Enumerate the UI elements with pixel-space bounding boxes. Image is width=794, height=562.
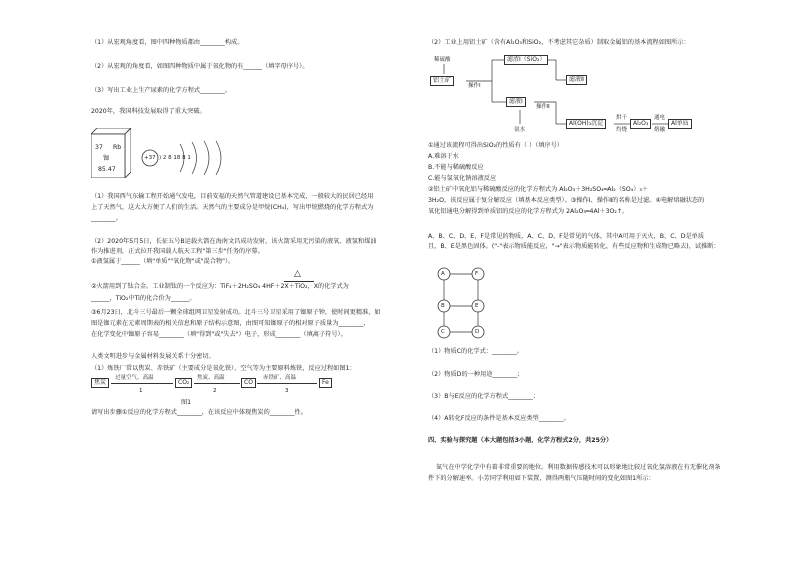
experiment-line2: 件下的分解速率。小芳同学利用如下装置，测得两瓶气压随时间的变化如图1所示： bbox=[428, 475, 655, 482]
abc-q2: （2）物质D的一种用途________； bbox=[428, 371, 524, 378]
p2-b-line1: ②火箭用到了钛合金。工业制钛的一个反应为：TiF₄＋2H₂SO₄ 4HF＋2X＋TiO₂，X的化学式为 bbox=[91, 283, 349, 290]
p1-line3: ________。 bbox=[91, 215, 122, 222]
element-name: 铷 bbox=[103, 155, 110, 162]
p1-line2: 上了天然气，这大大方便了人们的生活。天然气的主要成分是甲烷(CH₄)，写出甲烷燃烧的化学方程式为 bbox=[91, 204, 374, 211]
step1-number: 1 bbox=[139, 388, 143, 394]
residue1-box: 滤渣Ⅰ（SiO₂） bbox=[504, 55, 548, 65]
node-a: A bbox=[441, 271, 445, 277]
option-b: B.不能与稀硫酸反应 bbox=[428, 164, 484, 171]
p2-b-line2: ______，TiO₂中Ti的化合价为______。 bbox=[91, 295, 196, 302]
node-e: E bbox=[475, 303, 479, 309]
p2-line2: 作为推进剂，正式拉开我国载人航天工程"第三步"任务的序幕。 bbox=[91, 248, 264, 255]
step3-number: 3 bbox=[285, 388, 289, 394]
abc-q1: （1）物质C的化学式：________。 bbox=[428, 348, 523, 355]
option-c: C.能与氢氧化钠溶液反应 bbox=[428, 175, 497, 182]
coke-box: 焦炭 bbox=[91, 378, 109, 388]
nucleus-charge: +37 bbox=[144, 155, 156, 161]
arrow-line-1 bbox=[111, 383, 173, 384]
node-c: C bbox=[441, 329, 445, 335]
substance-relation-diagram bbox=[436, 266, 496, 340]
aloh3-box: Al(OH)₃沉淀 bbox=[566, 119, 606, 129]
co2-box: CO₂ bbox=[175, 378, 192, 388]
civ-intro: 人类文明进步与金属材料发展关系十分密切。 bbox=[91, 353, 215, 360]
p3-line3: 在化学变化中铷原子容易________（填"得到"或"失去"）电子，形成________（填离子符号）。 bbox=[91, 331, 347, 338]
q-micro: （1）从宏观角度看，图中四种物质都由________构成。 bbox=[91, 39, 244, 46]
heat-triangle: △ bbox=[294, 269, 301, 279]
op1-label: 操作Ⅰ bbox=[468, 83, 481, 89]
ignite-label: 灼烧 bbox=[616, 127, 628, 133]
step2-number: 2 bbox=[213, 388, 217, 394]
option-a: A.难溶于水 bbox=[428, 153, 459, 160]
fe-box: Fe bbox=[319, 378, 332, 388]
arrow3-label: 赤铁矿、高温 bbox=[263, 375, 297, 381]
abc-q3: （3）B与E反应的化学方程式________； bbox=[428, 393, 540, 400]
p1-line1: （1）我国西气东输工程开始通气发电，目前安福的天然气管道建设已基本完成，一般较大的民居已经用 bbox=[91, 193, 374, 200]
q2-b-line3: 氧化铝通电分解得到单质铝的反应的化学方程式为 2Al₂O₃═4Al＋3O₂↑。 bbox=[428, 208, 629, 215]
filtrate1-box: 滤液Ⅰ bbox=[506, 97, 526, 107]
ammonia-label: 氨水 bbox=[514, 127, 526, 133]
p3-line2: 图是铷元素在元素周期表的相关信息和原子结构示意图，由图可知铷原子的相对原子质量为________， bbox=[91, 320, 370, 327]
op2-label: 操作Ⅱ bbox=[536, 104, 550, 110]
figure1-caption: 图1 bbox=[181, 399, 192, 406]
atomic-number: 37 bbox=[95, 144, 103, 151]
arrow-line-3 bbox=[257, 383, 317, 384]
p3-line1: ③6月23日，北斗三号最后一颗全球组网卫星发射成功。北斗三号卫星采用了铷原子钟，使时间更精准，如 bbox=[91, 309, 381, 316]
reaction-equals-line bbox=[284, 281, 314, 282]
section-4-heading: 四、实验与探究题（本大题包括3小题，化学方程式2分，共25分） bbox=[428, 437, 613, 444]
bauxite-box: 铝土矿 bbox=[430, 76, 454, 86]
arrow1-label: 过量空气、高温 bbox=[115, 375, 154, 381]
electron-shells: ) 2 8 18 8 1 bbox=[159, 155, 191, 161]
rubidium-card bbox=[91, 128, 131, 178]
abc-line2: 且，B、E是黑色固体。("-"表示物质能反应，"→"表示物质能转化，有些反应物和生成物已略去)，试推断： bbox=[428, 243, 720, 250]
node-f: F bbox=[475, 271, 479, 277]
atom-structure-diagram bbox=[140, 136, 250, 176]
filtrate2-box: 滤液Ⅱ bbox=[566, 75, 587, 85]
q-equation: （3）写出工业上生产尿素的化学方程式________。 bbox=[91, 87, 232, 94]
iron-process-flow bbox=[91, 374, 351, 404]
abc-line1: A、B、C、D、E、F是常见的物质，A、C、D、F是常见的气体，其中A可用于灭火，B、C、D是单质 bbox=[428, 233, 705, 240]
node-b: B bbox=[441, 303, 445, 309]
arrow-line-2 bbox=[194, 383, 240, 384]
p2-a: ①液氢属于______（填"单质""氧化物"或"混合物"）。 bbox=[91, 258, 235, 265]
p2-line1: （2）2020年5月5日，长征五号B运载火箭在海南文昌成功发射，该火箭采用无污染的液氧、液氢和煤油 bbox=[91, 238, 377, 245]
co-box: CO bbox=[241, 378, 256, 388]
dry-label: 烘干 bbox=[616, 115, 628, 121]
electrolysis-label: 通电 bbox=[654, 115, 666, 121]
abc-q4: （4）A转化F反应的条件是基本反应类型________。 bbox=[428, 415, 570, 422]
q-oxide: （2）从宏观的角度看，如图四种物质中属于氧化物的有______（填字母序号）。 bbox=[91, 63, 309, 70]
q-2020: 2020年，我国科技发展取得了重大突破。 bbox=[91, 108, 206, 115]
atomic-mass: 85.47 bbox=[98, 166, 116, 173]
q2-b-line2: 3H₂O，该反应属于复分解反应（填基本反应类型）。③操作Ⅰ、操作Ⅱ的名称是过滤。④电解熔融状态的 bbox=[428, 197, 705, 204]
al2o3-box: Al₂O₃ bbox=[630, 119, 651, 129]
q2-b-line1: ②铝土矿中氧化铝与稀硫酸反应的化学方程式为 Al₂O₃＋3H₂SO₄═Al₂（SO₄）₃＋ bbox=[428, 186, 649, 193]
al-box: Al单质 bbox=[668, 119, 692, 129]
molten-label: 熔融 bbox=[654, 127, 666, 133]
q2-head: （2）工业上用铝土矿（含有Al₂O₃和SiO₂，不考虑其它杂质）制取金属铝的基本流程如图所示： bbox=[428, 39, 690, 46]
experiment-line1: 氮气在中学化学中有着非常重要的地位。利用数据传感技术可以形象地比较过氧化氢溶液在有无催化剂条 bbox=[436, 464, 721, 471]
aluminium-process-flow bbox=[430, 50, 730, 140]
q2-a: ①通过该流程可得出SiO₂的性质有（ ）（填序号） bbox=[428, 142, 563, 149]
civ-q1: （1）炼铁厂常以焦炭、赤铁矿（主要成分是氧化铁）、空气等为主要原料炼铁，反应过程如图1： bbox=[91, 365, 356, 372]
node-d: D bbox=[475, 329, 480, 335]
element-symbol: Rb bbox=[113, 144, 122, 151]
flow-question: 请写出步骤①反应的化学方程式________，在该反应中体现焦炭的________性。 bbox=[91, 409, 307, 416]
arrow2-label: 焦炭、高温 bbox=[197, 375, 225, 381]
sulfuric-acid-label: 稀硫酸 bbox=[434, 57, 451, 63]
